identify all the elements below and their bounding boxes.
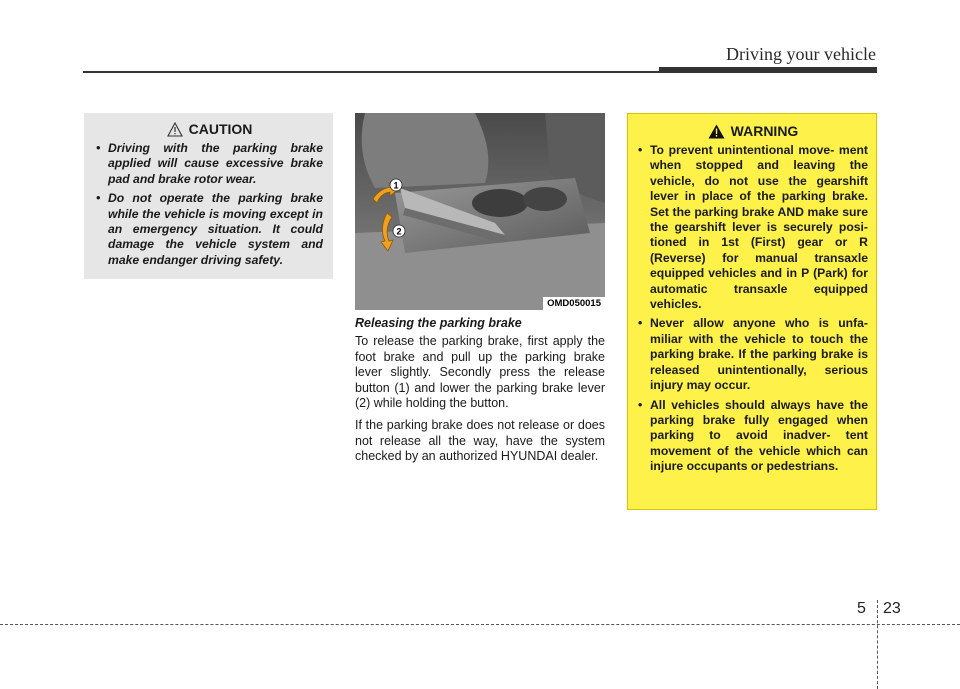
caution-item: • Driving with the parking brake applied will cause excessive brake pad and brake rotor wear. — [96, 141, 323, 187]
warning-item: • All vehicles should always have the parking brake fully engaged when parking to avoid inadver- tent movement of the vehicle which can injure occupants or pedestrians. — [638, 398, 868, 475]
callout-1: 1 — [393, 180, 399, 191]
warning-box — [627, 113, 877, 510]
warning-list — [638, 143, 868, 475]
caution-triangle-icon — [167, 122, 183, 137]
paragraph: To release the parking brake, first apply the foot brake and pull up the parking brake lever slightly. Secondly press the release button (1) and lower the parking brake lever (2) while holding the button. — [355, 334, 605, 411]
footer-divider — [877, 600, 878, 689]
section-body — [355, 334, 605, 471]
paragraph: If the parking brake does not release or does not release all the way, have the system checked by an authorized HYUNDAI dealer. — [355, 417, 605, 464]
warning-triangle-icon — [708, 124, 725, 139]
warning-item: • Never allow anyone who is unfa- miliar with the vehicle to touch the parking brake. If the parking brake is released unintentionally, serious injury may occur. — [638, 316, 868, 393]
header-title: Driving your vehicle — [726, 44, 876, 64]
header-rule-accent — [659, 67, 877, 73]
warning-item: • To prevent unintentional move- ment when stopped and leaving the vehicle, do not use the gearshift lever in place of the parking brake. Set the parking brake AND make sure the gearshift lever is securely posi- tioned in 1st (First) gear or R (Reverse) for manual transaxle equipped vehicles and in P (Park) for automatic transaxle equipped vehicles. — [638, 143, 868, 312]
caution-box — [84, 113, 333, 279]
footer-rule — [0, 624, 960, 625]
page-number: 23 — [883, 600, 901, 617]
figure-code: OMD050015 — [543, 297, 605, 310]
chapter-number: 5 — [857, 600, 866, 617]
warning-heading — [638, 123, 868, 139]
parking-brake-photo — [355, 113, 605, 310]
callout-2: 2 — [396, 226, 402, 237]
caution-list — [96, 141, 323, 268]
caution-heading — [96, 121, 323, 137]
caution-item: • Do not operate the parking brake while the vehicle is moving except in an emergency situation. It could damage the vehicle system and make endanger driving safety. — [96, 191, 323, 268]
section-title: Releasing the parking brake — [355, 316, 522, 330]
caution-heading-text: CAUTION — [188, 121, 253, 137]
header-rule — [83, 71, 660, 73]
parking-brake-illustration — [355, 113, 605, 310]
warning-heading-text: WARNING — [730, 123, 799, 139]
